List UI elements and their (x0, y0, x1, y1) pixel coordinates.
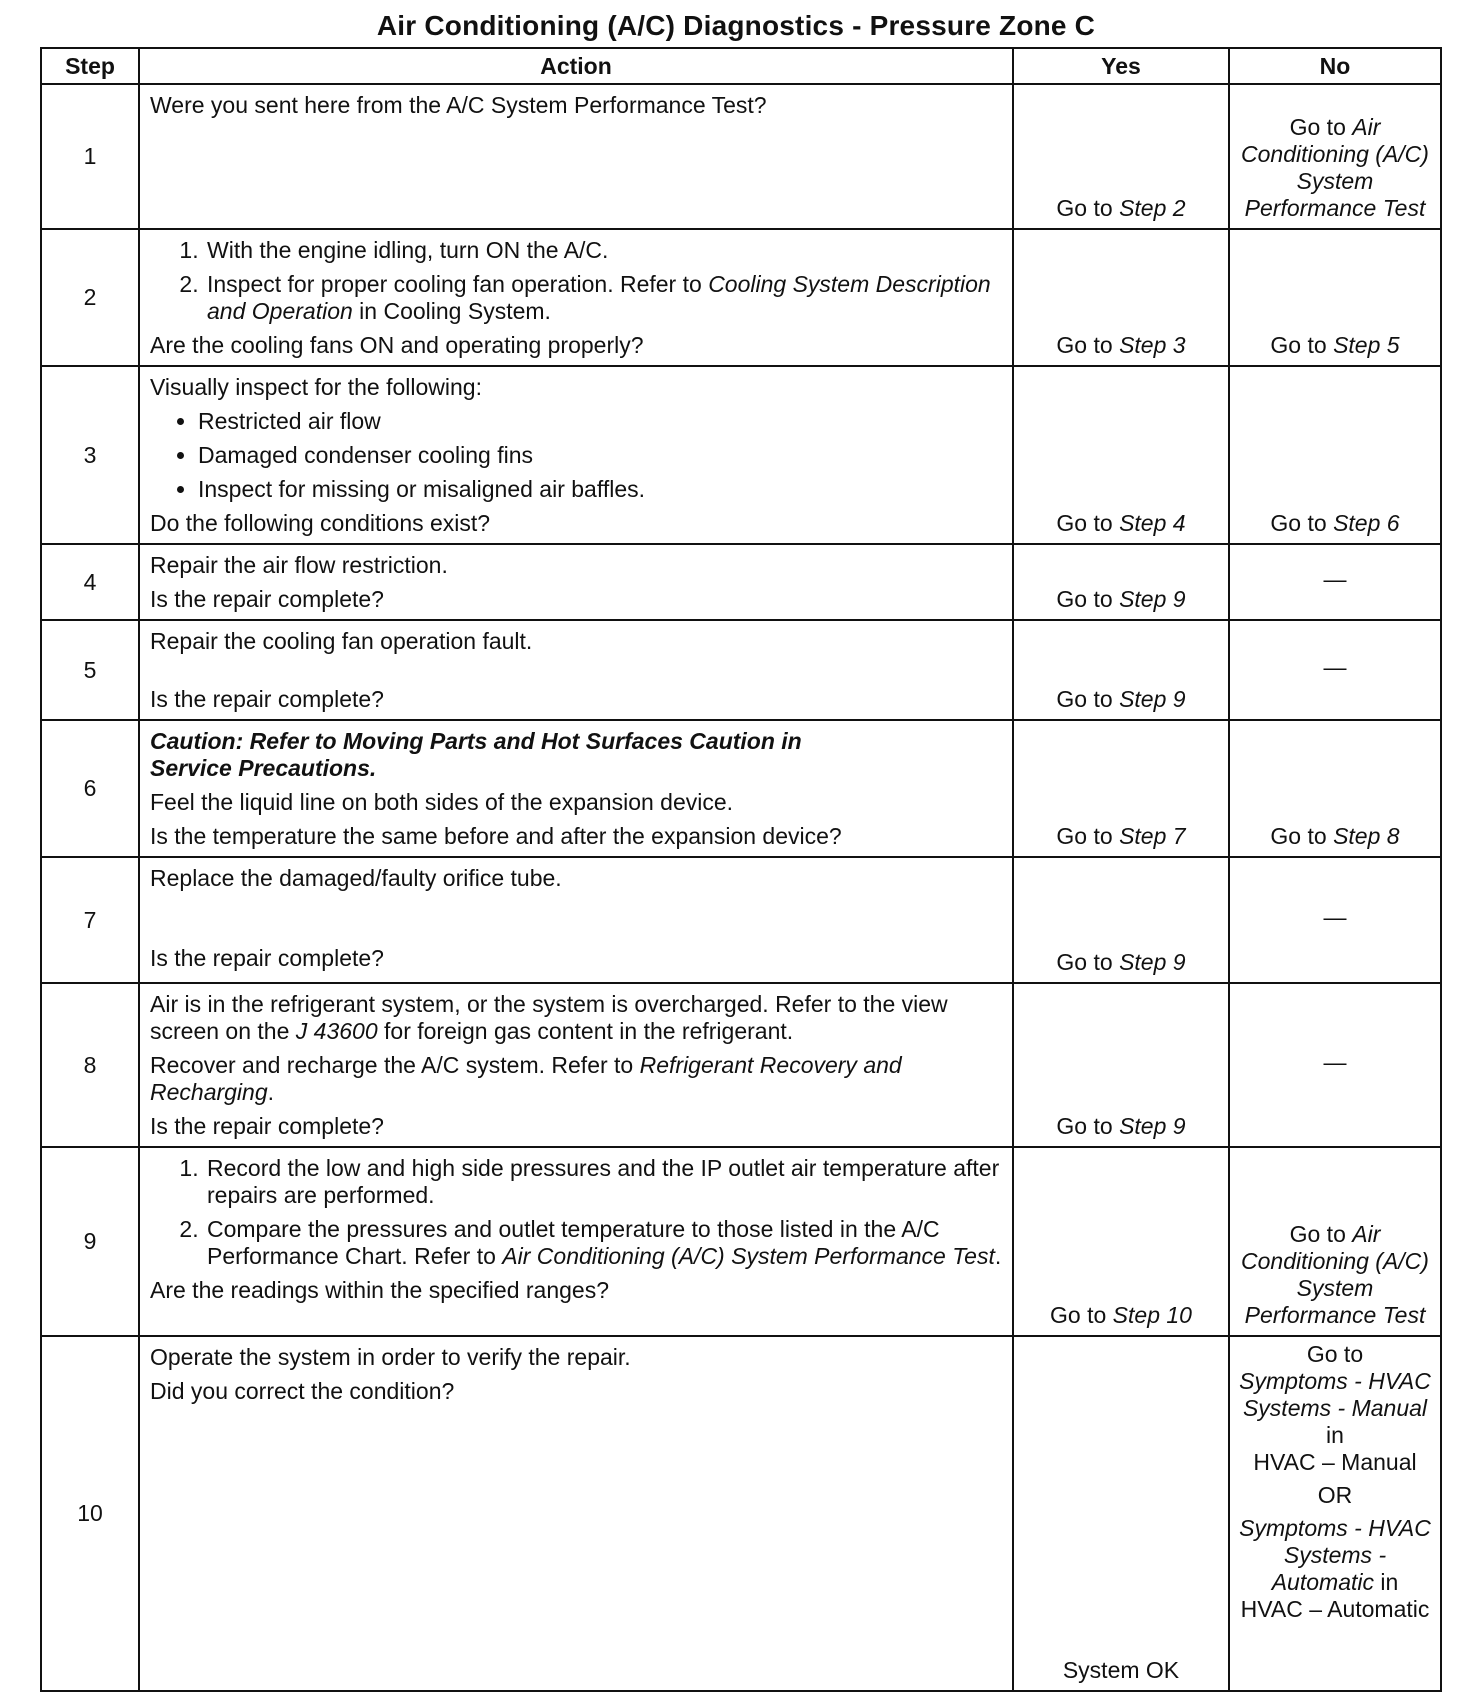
action-question: Are the cooling fans ON and operating properly? (150, 332, 644, 358)
item-suffix: in Cooling System. (352, 298, 551, 324)
paragraph-suffix: . (267, 1079, 275, 1105)
no-prefix: Go to (1270, 823, 1334, 849)
yes-step-link[interactable]: Step 9 (1119, 949, 1186, 975)
table-row (41, 983, 1441, 1147)
yes-prefix: Go to (1056, 823, 1120, 849)
step-number: 7 (41, 857, 139, 983)
no-cell: — (1229, 620, 1441, 720)
list-item: • Inspect for missing or misaligned air baffles. (198, 476, 1002, 503)
action-cell (139, 1336, 1013, 1691)
in-text: in (1373, 1569, 1399, 1595)
yes-cell (1013, 857, 1229, 983)
header-yes: Yes (1013, 48, 1229, 84)
action-cell (139, 857, 1013, 983)
yes-step-link[interactable]: Step 10 (1112, 1302, 1192, 1328)
action-instruction: Feel the liquid line on both sides of the expansion device. (150, 789, 734, 815)
step-number: 3 (41, 366, 139, 544)
yes-prefix: Go to (1056, 195, 1120, 221)
yes-prefix: Go to (1056, 1113, 1120, 1139)
yes-cell (1013, 1147, 1229, 1336)
yes-cell (1013, 84, 1229, 229)
no-step-link[interactable]: Step 5 (1333, 332, 1400, 358)
action-question: Is the repair complete? (150, 945, 384, 971)
list-item (205, 271, 1002, 325)
manual-reference (1236, 1368, 1434, 1449)
yes-step-link[interactable]: Step 2 (1119, 195, 1186, 221)
list-item: • Restricted air flow (198, 408, 1002, 435)
action-question: Did you correct the condition? (150, 1378, 455, 1404)
no-cell: — (1229, 983, 1441, 1147)
no-reference-link[interactable]: Air Conditioning (A/C) System Performance Test (1241, 114, 1429, 221)
in-text: in (1326, 1422, 1344, 1448)
no-cell: — (1229, 544, 1441, 620)
action-question: Were you sent here from the A/C System Performance Test? (150, 92, 767, 118)
manual-system: HVAC – Manual (1253, 1449, 1417, 1475)
table-row (41, 366, 1441, 544)
action-instruction: Repair the cooling fan operation fault. (150, 628, 533, 654)
yes-step-link[interactable]: Step 3 (1119, 332, 1186, 358)
no-reference-link[interactable]: Air Conditioning (A/C) System Performance Test (1241, 1221, 1429, 1328)
no-cell: — (1229, 857, 1441, 983)
header-step: Step (41, 48, 139, 84)
no-step-link[interactable]: Step 8 (1333, 823, 1400, 849)
action-cell (139, 229, 1013, 366)
page-title: Air Conditioning (A/C) Diagnostics - Pressure Zone C (376, 10, 1096, 41)
list-item: 1. With the engine idling, turn ON the A/C. (205, 237, 1002, 264)
table-row (41, 857, 1441, 983)
cooling-system-reference-link[interactable]: Cooling System Description and Operation (207, 271, 991, 324)
action-cell (139, 720, 1013, 857)
action-instruction: Repair the air flow restriction. (150, 552, 448, 578)
step-number: 2 (41, 229, 139, 366)
action-cell (139, 983, 1013, 1147)
item-text: Inspect for proper cooling fan operation. Refer to (207, 271, 709, 297)
numbered-list (150, 237, 1002, 325)
action-instruction: Operate the system in order to verify the repair. (150, 1344, 631, 1370)
action-question: Is the repair complete? (150, 686, 384, 712)
action-paragraph (150, 1052, 1002, 1106)
table-row (41, 84, 1441, 229)
step-number: 10 (41, 1336, 139, 1691)
yes-prefix: Go to (1056, 586, 1120, 612)
yes-prefix: Go to (1056, 686, 1120, 712)
header-no: No (1229, 48, 1441, 84)
action-question: Is the temperature the same before and after the expansion device? (150, 823, 842, 849)
no-cell (1229, 720, 1441, 857)
list-item: • Damaged condenser cooling fins (198, 442, 1002, 469)
table-row (41, 544, 1441, 620)
yes-cell: System OK (1013, 1336, 1229, 1691)
yes-prefix: Go to (1050, 1302, 1113, 1328)
step-number: 8 (41, 983, 139, 1147)
no-prefix: Go to (1289, 114, 1353, 140)
step-number: 1 (41, 84, 139, 229)
list-item: 1. Record the low and high side pressures and the IP outlet air temperature after repairs are performed. (205, 1155, 1002, 1209)
action-question: Is the repair complete? (150, 586, 384, 612)
diagnostic-table (40, 47, 1442, 1692)
table-row (41, 1147, 1441, 1336)
paragraph-suffix: for foreign gas content in the refrigerant. (377, 1018, 794, 1044)
numbered-list (150, 1155, 1002, 1270)
action-cell (139, 84, 1013, 229)
yes-step-link[interactable]: Step 7 (1119, 823, 1186, 849)
tool-reference: J 43600 (295, 1018, 378, 1044)
action-cell (139, 620, 1013, 720)
symptoms-automatic-link[interactable]: Symptoms - HVAC Systems - Automatic (1239, 1515, 1431, 1595)
yes-cell (1013, 544, 1229, 620)
action-cell (139, 366, 1013, 544)
bullet-list (150, 408, 1002, 503)
yes-step-link[interactable]: Step 9 (1119, 1113, 1186, 1139)
yes-step-link[interactable]: Step 9 (1119, 586, 1186, 612)
yes-cell (1013, 366, 1229, 544)
yes-prefix: Go to (1056, 332, 1120, 358)
paragraph-text: Recover and recharge the A/C system. Refer to (150, 1052, 640, 1078)
paragraph-text: Air is in the refrigerant system, or the system is overcharged. Refer to the view screen on the (150, 991, 948, 1044)
no-cell (1229, 1147, 1441, 1336)
symptoms-manual-link[interactable]: Symptoms - HVAC Systems - Manual (1239, 1368, 1431, 1421)
no-cell (1229, 84, 1441, 229)
yes-prefix: Go to (1056, 949, 1120, 975)
table-row (41, 720, 1441, 857)
step-number: 5 (41, 620, 139, 720)
no-step-link[interactable]: Step 6 (1333, 510, 1400, 536)
or-separator: OR (1317, 1482, 1353, 1508)
action-intro: Visually inspect for the following: (150, 374, 482, 400)
item-text: Compare the pressures and outlet temperature to those listed in the A/C Performance Chart. Refer to (207, 1216, 940, 1269)
yes-step-link[interactable]: Step 4 (1119, 510, 1186, 536)
yes-prefix: Go to (1056, 510, 1120, 536)
performance-test-reference-link[interactable]: Air Conditioning (A/C) System Performance Test (502, 1243, 995, 1269)
list-item (205, 1216, 1002, 1270)
no-cell (1229, 1336, 1441, 1691)
no-cell (1229, 229, 1441, 366)
recovery-reference-link[interactable]: Refrigerant Recovery and Recharging (150, 1052, 902, 1105)
step-number: 9 (41, 1147, 139, 1336)
item-suffix: . (994, 1243, 1002, 1269)
no-prefix: Go to (1270, 332, 1334, 358)
header-row (41, 48, 1441, 84)
header-action: Action (139, 48, 1013, 84)
table-row (41, 1336, 1441, 1691)
yes-cell (1013, 720, 1229, 857)
caution-note: Caution: Refer to Moving Parts and Hot Surfaces Caution in Service Precautions. (150, 728, 802, 781)
yes-cell (1013, 229, 1229, 366)
automatic-reference (1236, 1515, 1434, 1596)
step-number: 6 (41, 720, 139, 857)
no-cell (1229, 366, 1441, 544)
action-instruction: Replace the damaged/faulty orifice tube. (150, 865, 562, 891)
action-question: Are the readings within the specified ranges? (150, 1277, 610, 1303)
no-prefix: Go to (1270, 510, 1334, 536)
table-row (41, 229, 1441, 366)
yes-cell (1013, 983, 1229, 1147)
no-prefix: Go to (1289, 1221, 1353, 1247)
action-cell (139, 544, 1013, 620)
yes-step-link[interactable]: Step 9 (1119, 686, 1186, 712)
action-cell (139, 1147, 1013, 1336)
automatic-system: HVAC – Automatic (1240, 1596, 1430, 1622)
step-number: 4 (41, 544, 139, 620)
action-paragraph (150, 991, 1002, 1045)
action-question: Do the following conditions exist? (150, 510, 491, 536)
yes-cell (1013, 620, 1229, 720)
no-prefix: Go to (1306, 1341, 1364, 1367)
table-row (41, 620, 1441, 720)
action-question: Is the repair complete? (150, 1113, 384, 1139)
